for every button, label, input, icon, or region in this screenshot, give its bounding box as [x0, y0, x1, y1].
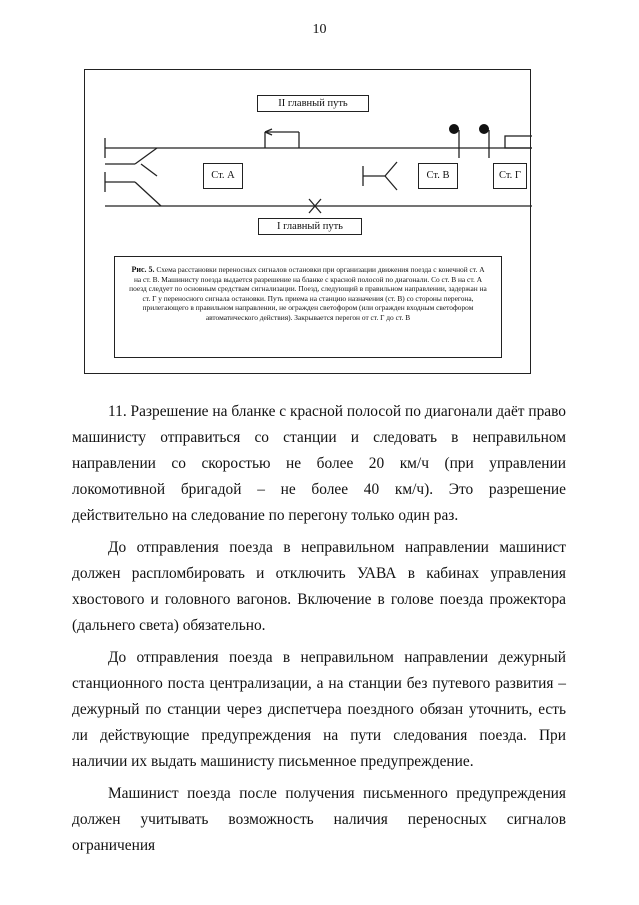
paragraph: 11. Разрешение на бланке с красной полосой по диагонали даёт право машинисту отправиться со станции и следовать в неправильном направлении со скоростью не более 20 км/ч (при управлении локомотивной бригадой – не более 40 км/ч). Это разрешение действительно на следование по перегону только один раз.	[72, 403, 566, 524]
station-a-box: Ст. А	[203, 163, 243, 189]
stop-signal-head	[449, 124, 459, 134]
track-diagram-figure	[84, 69, 531, 374]
switch-line	[135, 182, 161, 206]
figure-caption	[114, 256, 502, 358]
signal-box	[505, 136, 532, 148]
paragraph: До отправления поезда в неправильном направлении машинист должен распломбировать и отключить УАВА в кабинах управления хвостового и головного вагонов. Включение в голове поезда прожектора (дальнего света) обязательно.	[72, 539, 566, 634]
station-v-box: Ст. В	[418, 163, 458, 189]
caption-text: Схема расстановки переносных сигналов остановки при организации движения поезда с конечной ст. А на ст. В. Машинисту поезда выдается разрешение на бланке с красной полосой по диагонали. Со ст. В на ст. А поезд следует по основным средствам сигнализации. Поезд, следующий в правильном направлении, задержан на ст. Г у переносного сигнала остановки. Путь приема на станцию назначения (ст. В) со стороны перегона, прилегающего в правильном направлении, не огражден светофором (или огражден входным светофором автоматического действия). Закрывается перегон от ст. Г до ст. В	[129, 265, 487, 322]
paragraph: До отправления поезда в неправильном направлении дежурный станционного поста централизации, а на станции без путевого развития – дежурный по станции через диспетчера поездного обязан уточнить, есть ли действующие предупреждения на пути следования поезда. При наличии их выдать машинисту письменное предупреждение.	[72, 649, 566, 770]
switch-line	[135, 148, 157, 164]
page-number: 10	[312, 22, 327, 37]
caption-title: Рис. 5.	[131, 265, 155, 274]
stop-signal-head	[479, 124, 489, 134]
switch-line	[385, 176, 397, 190]
switch-line	[141, 164, 157, 176]
track-ii-label: II главный путь	[257, 95, 369, 112]
body-text	[72, 399, 566, 865]
station-g-box: Ст. Г	[493, 163, 527, 189]
switch-line	[385, 162, 397, 176]
track-i-label: I главный путь	[258, 218, 362, 235]
paragraph: Машинист поезда после получения письменного предупреждения должен учитывать возможность наличия переносных сигналов ограничения	[72, 785, 566, 854]
